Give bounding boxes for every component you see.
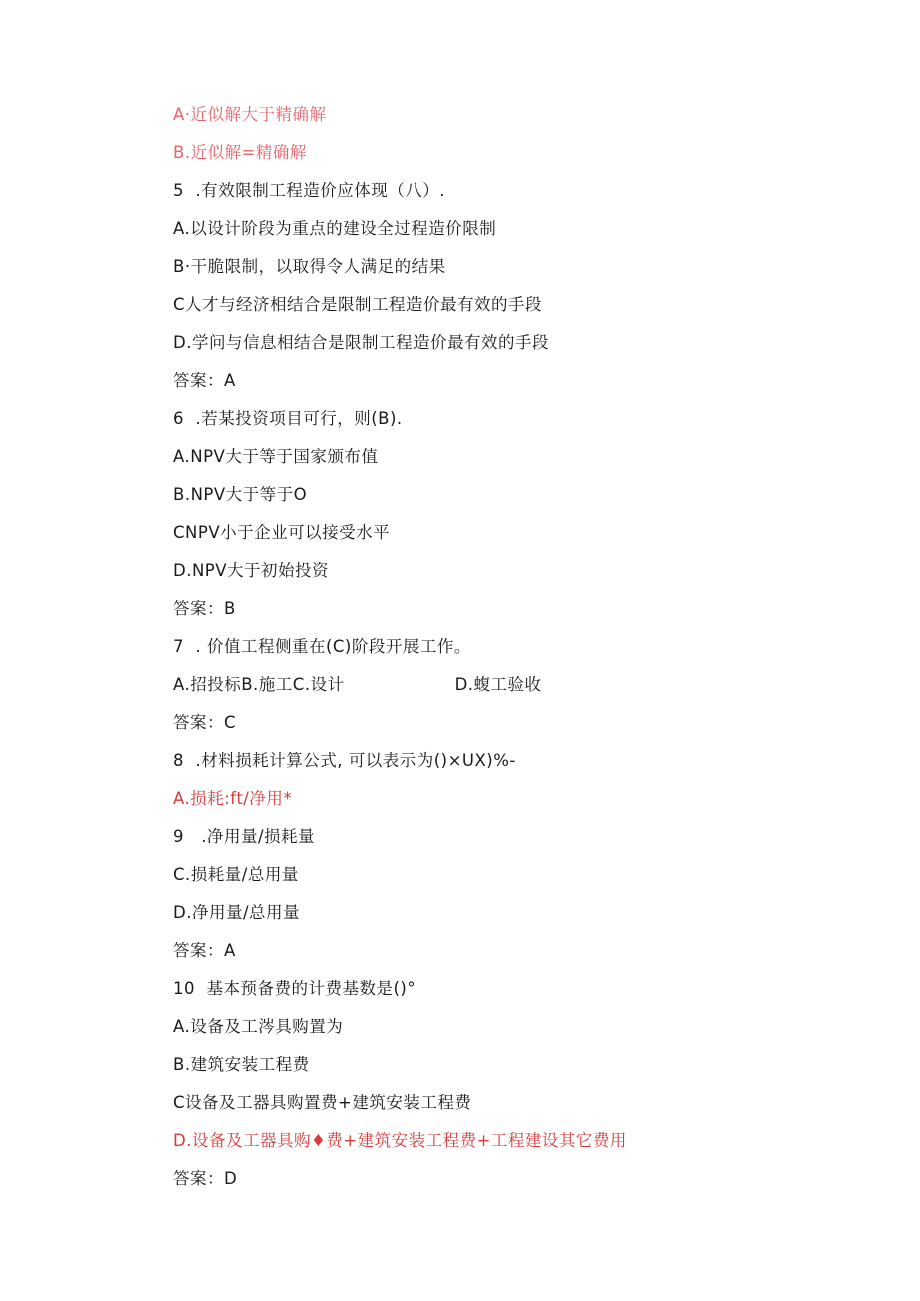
q6-option-c: CNPV小于企业可以接受水平 [173,523,391,542]
q8-option-b: 9 .净用量/损耗量 [173,827,316,846]
q5-option-a: A.以设计阶段为重点的建设全过程造价限制 [173,219,497,238]
question-6: 6 .若某投资项目可行，则(B). [173,409,403,428]
q10-answer: 答案：D [173,1169,238,1188]
q6-option-a: A.NPV大于等于国家颁布值 [173,447,379,466]
document-body [173,96,873,1198]
q7-answer: 答案：C [173,713,237,732]
q6-option-d: D.NPV大于初始投资 [173,561,330,580]
q10-option-b: B.建筑安装工程费 [173,1055,310,1074]
q6-option-b: B.NPV大于等于O [173,485,308,504]
question-5: 5 .有效限制工程造价应体现（八）. [173,181,445,200]
q10-option-c: C设备及工器具购置费+建筑安装工程费 [173,1093,472,1112]
q8-option-a: A.损耗:ft/净用* [173,789,293,808]
question-7: 7 . 价值工程侧重在(C)阶段开展工作。 [173,637,471,656]
q8-answer: 答案：A [173,941,236,960]
option-a-line: A·近似解大于精确解 [173,105,327,124]
question-8: 8 .材料损耗计算公式, 可以表示为()×UX)%- [173,751,516,770]
q7-options [173,666,873,704]
q5-option-b: B·干脆限制，以取得令人满足的结果 [173,257,446,276]
q6-answer: 答案：B [173,599,236,618]
q10-option-a: A.设备及工涔具购置为 [173,1017,344,1036]
q5-answer: 答案：A [173,371,236,390]
question-10: 10 基本预备费的计费基数是()° [173,979,417,998]
q8-option-d: D.净用量/总用量 [173,903,301,922]
q10-option-d: D.设备及工器具购♦费+建筑安装工程费+工程建设其它费用 [173,1131,627,1150]
q7-option-d: D.蝮工验收 [454,675,542,694]
q5-option-c: C人才与经济相结合是限制工程造价最有效的手段 [173,295,543,314]
option-b-line: B.近似解=精确解 [173,143,307,162]
q7-options-abc: A.招投标B.施工C.设计 [173,675,345,694]
q5-option-d: D.学问与信息相结合是限制工程造价最有效的手段 [173,333,549,352]
q8-option-c: C.损耗量/总用量 [173,865,299,884]
